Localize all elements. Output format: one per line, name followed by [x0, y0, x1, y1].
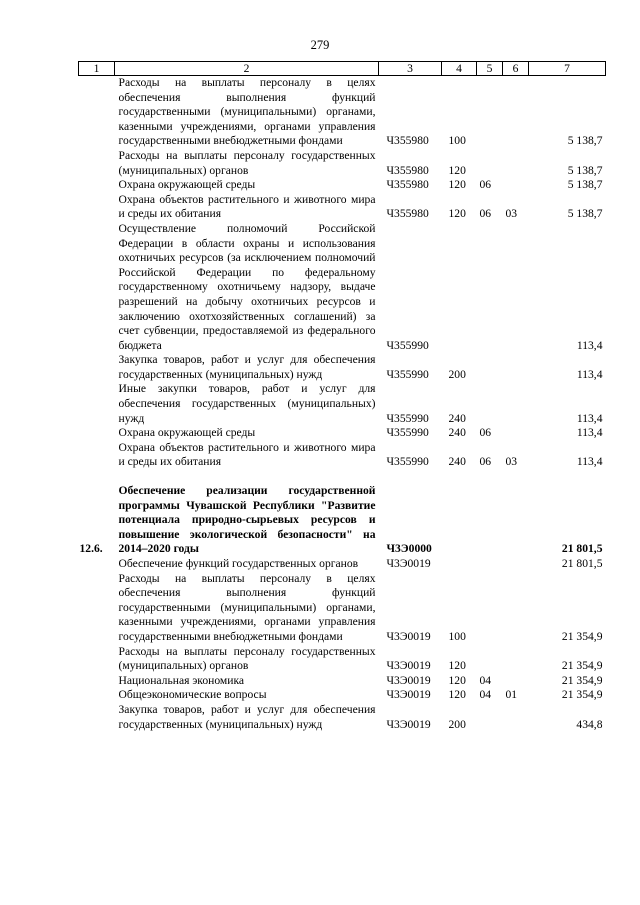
row-target-code: Ч355990 — [386, 426, 429, 440]
row-expense-type: 240 — [448, 411, 466, 425]
row-number: 12.6. — [79, 542, 103, 556]
row-target-code: Ч355990 — [386, 455, 429, 469]
row-amount: 113,4 — [576, 455, 603, 469]
row-expense-type: 120 — [448, 178, 466, 192]
row-expense-type: 120 — [448, 659, 466, 673]
table-header-row — [79, 62, 606, 76]
row-section — [477, 76, 503, 149]
row-subsection — [503, 382, 529, 426]
row-amount: 5 138,7 — [567, 178, 603, 192]
table-row — [79, 149, 606, 178]
row-number — [79, 557, 115, 572]
row-section — [477, 557, 503, 572]
row-amount: 21 354,9 — [561, 629, 603, 643]
table-row — [79, 572, 606, 645]
budget-table — [78, 61, 606, 732]
row-number — [79, 688, 115, 703]
row-name: Осуществление полномочий Российской Федерации в области охраны и использования охотничьих ресурсов (за исключением полномочий Российской Федерации по федеральному государственному охотничьему надзору, выдаче разрешений на добычу охотничьих ресурсов и заключению охотхозяйственных соглашений) за счет субвенции, предоставляемой из федерального бюджета — [118, 221, 376, 352]
row-number — [79, 703, 115, 732]
row-amount: 5 138,7 — [567, 163, 603, 177]
row-expense-type: 120 — [448, 207, 466, 221]
row-section — [477, 572, 503, 645]
row-name: Расходы на выплаты персоналу государственных (муниципальных) органов — [118, 644, 376, 673]
table-row — [79, 484, 606, 557]
table-row — [79, 645, 606, 674]
row-target-code: Ч355980 — [386, 207, 429, 221]
row-name: Обеспечение реализации государственной программы Чувашской Республики "Развитие потенциала природно-сырьевых ресурсов и повышение экологической безопасности" на 2014–2020 годы — [118, 484, 376, 556]
row-section — [477, 353, 503, 382]
row-subsection — [503, 674, 529, 689]
row-number — [79, 149, 115, 178]
row-target-code: Ч355990 — [386, 338, 429, 352]
row-number — [79, 645, 115, 674]
row-name: Национальная экономика — [118, 673, 245, 687]
row-amount: 21 354,9 — [561, 659, 603, 673]
row-expense-type: 100 — [448, 134, 466, 148]
row-number — [79, 441, 115, 470]
row-amount: 113,4 — [576, 426, 603, 440]
table-row — [79, 441, 606, 470]
row-section: 04 — [479, 688, 492, 702]
row-name: Охрана объектов растительного и животного мира и среды их обитания — [118, 192, 376, 221]
row-subsection — [503, 149, 529, 178]
row-target-code: Ч3Э0019 — [386, 629, 431, 643]
row-section — [477, 222, 503, 353]
row-expense-type — [442, 222, 477, 353]
row-section: 06 — [479, 207, 492, 221]
row-name: Охрана окружающей среды — [118, 426, 256, 440]
table-row — [79, 193, 606, 222]
row-subsection — [503, 703, 529, 732]
row-number — [79, 426, 115, 441]
row-name: Расходы на выплаты персоналу в целях обеспечения выполнения функций государственными (муниципальными) органами, казенными учреждениями, органами управления государственными внебюджетными фондами — [118, 571, 376, 643]
row-amount: 113,4 — [576, 367, 603, 381]
row-target-code: Ч355990 — [386, 411, 429, 425]
row-amount: 5 138,7 — [567, 207, 603, 221]
row-subsection: 03 — [505, 207, 518, 221]
row-number — [79, 572, 115, 645]
row-section: 06 — [479, 178, 492, 192]
table-row — [79, 426, 606, 441]
row-target-code: Ч3Э0019 — [386, 688, 431, 702]
table-body — [79, 76, 606, 733]
row-amount: 113,4 — [576, 338, 603, 352]
row-expense-type: 240 — [448, 426, 466, 440]
table-row — [79, 76, 606, 149]
row-section: 06 — [479, 426, 492, 440]
header-col-7: 7 — [529, 62, 606, 76]
row-subsection — [503, 572, 529, 645]
row-expense-type: 100 — [448, 629, 466, 643]
row-number — [79, 193, 115, 222]
row-target-code: Ч3Э0019 — [386, 717, 431, 731]
row-name: Иные закупки товаров, работ и услуг для обеспечения государственных (муниципальных) нужд — [118, 382, 376, 425]
header-col-2: 2 — [115, 62, 379, 76]
table-row — [79, 178, 606, 193]
row-target-code: Ч3Э0019 — [386, 673, 431, 687]
row-section — [477, 149, 503, 178]
row-amount: 21 354,9 — [561, 688, 603, 702]
row-name: Обеспечение функций государственных органов — [118, 557, 359, 570]
row-amount: 21 801,5 — [561, 542, 603, 556]
row-target-code: Ч3Э0019 — [386, 659, 431, 673]
row-section — [477, 645, 503, 674]
row-amount: 113,4 — [576, 411, 603, 425]
row-target-code: Ч355990 — [386, 367, 429, 381]
row-subsection — [503, 76, 529, 149]
row-name: Охрана окружающей среды — [118, 178, 256, 192]
row-section — [477, 703, 503, 732]
row-name: Закупка товаров, работ и услуг для обеспечения государственных (муниципальных) нужд — [118, 353, 376, 381]
page-number: 279 — [310, 38, 330, 52]
row-expense-type: 200 — [448, 717, 466, 731]
row-subsection: 01 — [505, 688, 518, 702]
header-col-5: 5 — [477, 62, 503, 76]
row-expense-type: 120 — [448, 688, 466, 702]
row-target-code: Ч3Э0019 — [386, 557, 431, 570]
row-target-code: Ч355980 — [386, 178, 429, 192]
table-row — [79, 674, 606, 689]
row-section: 04 — [479, 673, 492, 687]
header-col-4: 4 — [442, 62, 477, 76]
table-row — [79, 353, 606, 382]
table-row — [79, 703, 606, 732]
row-target-code: Ч355980 — [386, 163, 429, 177]
row-name: Общеэкономические вопросы — [118, 688, 267, 702]
row-amount: 21 801,5 — [561, 557, 603, 570]
row-expense-type: 120 — [448, 673, 466, 687]
row-subsection — [503, 426, 529, 441]
table-row — [79, 382, 606, 426]
header-col-3: 3 — [379, 62, 442, 76]
header-col-1: 1 — [79, 62, 115, 76]
row-amount: 21 354,9 — [561, 673, 603, 687]
row-subsection — [503, 645, 529, 674]
row-name: Охрана объектов растительного и животного мира и среды их обитания — [118, 440, 376, 469]
row-expense-type: 120 — [448, 163, 466, 177]
table-row — [79, 222, 606, 353]
row-target-code: Ч3Э0000 — [386, 542, 432, 556]
row-subsection — [503, 484, 529, 557]
row-subsection: 03 — [505, 455, 518, 469]
row-name: Расходы на выплаты персоналу в целях обеспечения выполнения функций государственными (муниципальными) органами, казенными учреждениями, органами управления государственными внебюджетными фондами — [118, 76, 376, 148]
row-number — [79, 76, 115, 149]
row-expense-type: 200 — [448, 367, 466, 381]
row-number — [79, 222, 115, 353]
row-expense-type: 240 — [448, 455, 466, 469]
table-row — [79, 688, 606, 703]
row-amount: 434,8 — [576, 717, 603, 731]
header-col-6: 6 — [503, 62, 529, 76]
section-spacer — [79, 470, 606, 484]
row-name: Закупка товаров, работ и услуг для обеспечения государственных (муниципальных) нужд — [118, 702, 376, 731]
row-subsection — [503, 222, 529, 353]
row-subsection — [503, 557, 529, 572]
row-name: Расходы на выплаты персоналу государственных (муниципальных) органов — [118, 148, 376, 177]
row-subsection — [503, 353, 529, 382]
row-amount: 5 138,7 — [567, 134, 603, 148]
row-subsection — [503, 178, 529, 193]
row-expense-type — [442, 557, 477, 572]
row-number — [79, 674, 115, 689]
row-expense-type — [442, 484, 477, 557]
row-section — [477, 484, 503, 557]
row-section: 06 — [479, 455, 492, 469]
table-row — [79, 557, 606, 572]
row-number — [79, 178, 115, 193]
row-target-code: Ч355980 — [386, 134, 429, 148]
row-section — [477, 382, 503, 426]
row-number — [79, 382, 115, 426]
row-number — [79, 353, 115, 382]
